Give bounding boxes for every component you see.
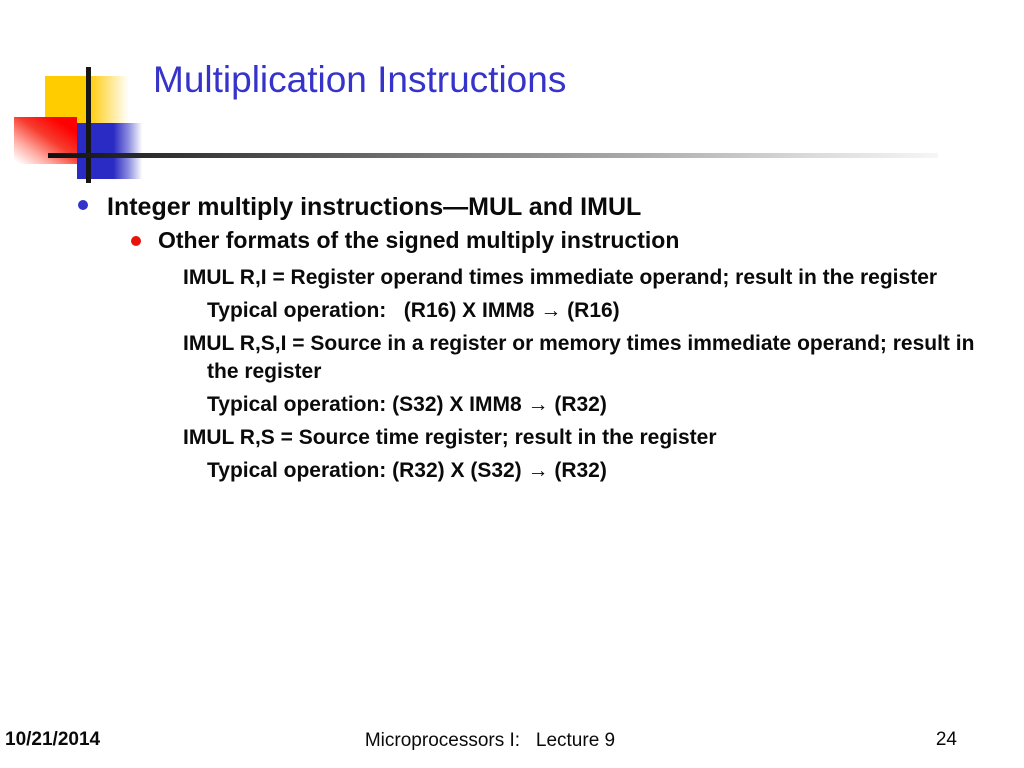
detail-typical-op-2: Typical operation: (S32) X IMM8 → (R32) (207, 393, 607, 416)
footer-date: 10/21/2014 (5, 729, 101, 750)
detail-imul-rs: IMUL R,S = Source time register; result in the register (183, 426, 717, 449)
bullet-level1-text: Integer multiply instructions—MUL and IMUL (107, 193, 642, 221)
bullet-dot-blue (78, 200, 88, 210)
slide-title: Multiplication Instructions (153, 59, 567, 100)
footer-page-number: 24 (935, 729, 957, 750)
detail-typical-op-1: Typical operation: (R16) X IMM8 → (R16) (207, 299, 620, 322)
bullet-level2-text: Other formats of the signed multiply instruction (158, 227, 680, 253)
detail-imul-ri: IMUL R,I = Register operand times immediate operand; result in the register (183, 266, 938, 289)
detail-list (183, 264, 983, 490)
decoration-vertical-line (86, 67, 91, 183)
bullet-dot-red (131, 236, 141, 246)
footer-course-label: Microprocessors I: Lecture 9 (364, 730, 616, 751)
detail-imul-rsi: IMUL R,S,I = Source in a register or memory times immediate operand; result in the register (183, 332, 975, 383)
title-underline-rule (48, 153, 938, 158)
detail-typical-op-3: Typical operation: (R32) X (S32) → (R32) (207, 459, 607, 482)
